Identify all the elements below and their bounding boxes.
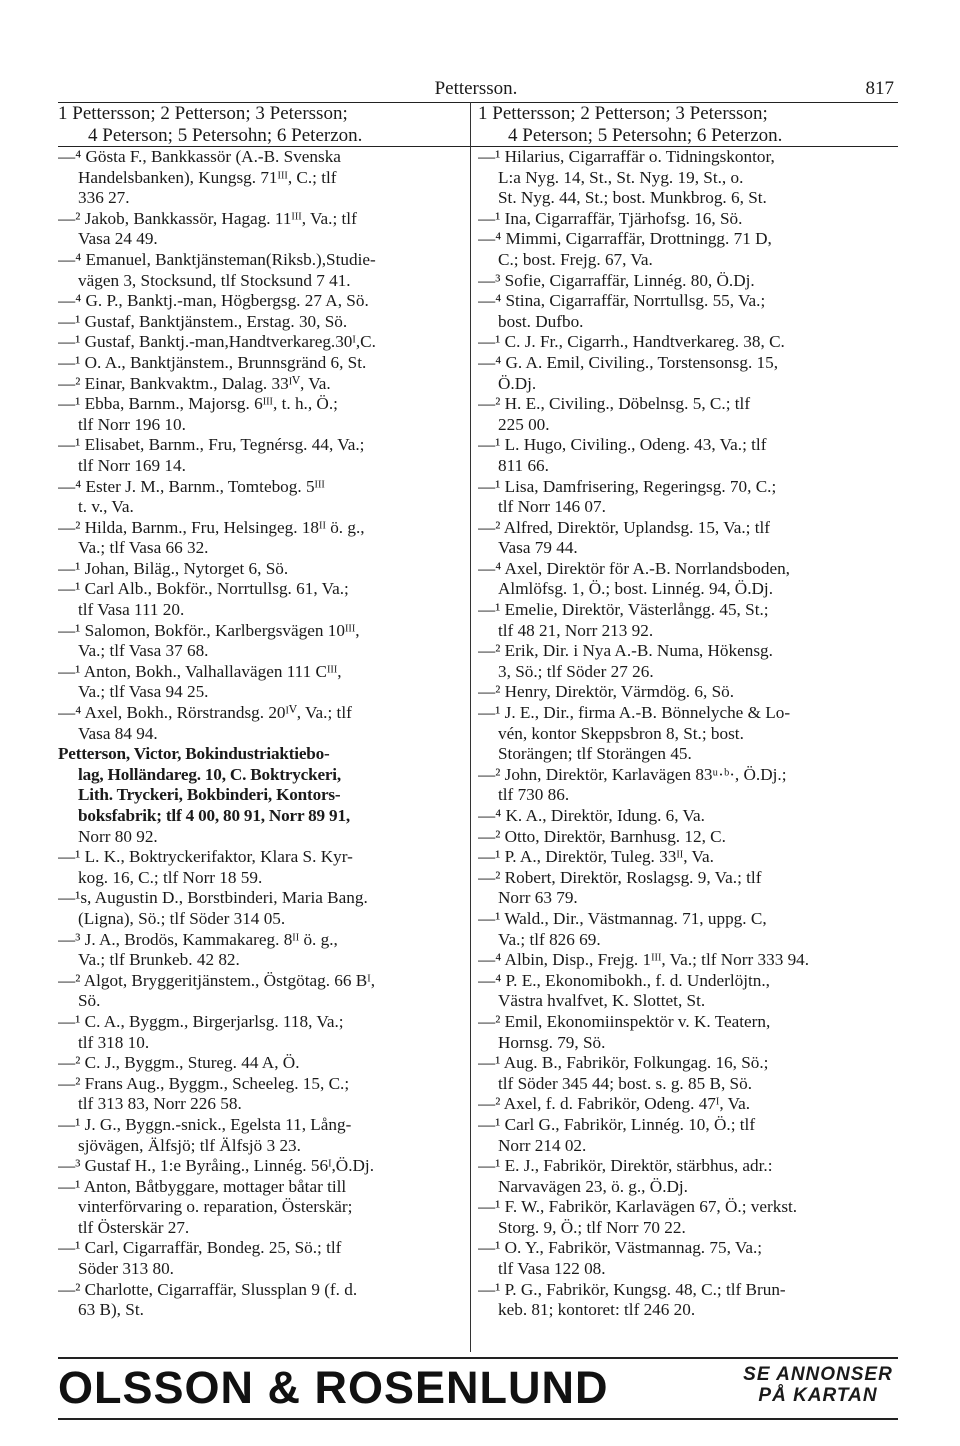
left-entry-line: tlf 313 83, Norr 226 58. [78, 1094, 242, 1114]
left-entry-line: —⁴ Emanuel, Banktjänsteman(Riksb.),Studie- [58, 249, 376, 269]
right-entry-line: C.; bost. Frejg. 67, Va. [498, 249, 653, 269]
left-entry-line: t. v., Va. [78, 497, 134, 517]
left-entry-line: —¹ Anton, Bokh., Valhallavägen 111 Cᴵᴵᴵ, [58, 661, 342, 681]
left-entry-line: Petterson, Victor, Bokindustriaktiebo- [58, 744, 330, 764]
right-entry-line: —² Erik, Dir. i Nya A.-B. Numa, Hökensg. [478, 641, 773, 661]
left-entry-line: —¹ L. K., Boktryckerifaktor, Klara S. Kyr- [58, 847, 353, 867]
left-entry-line: —¹ C. A., Byggm., Birgerjarlsg. 118, Va.; [58, 1011, 344, 1031]
left-entry-line: boksfabrik; tlf 4 00, 80 91, Norr 89 91, [78, 806, 350, 825]
right-entry-line: —¹ F. W., Fabrikör, Karlavägen 67, Ö.; verkst. [478, 1197, 798, 1217]
left-entry-line: —¹ Gustaf, Banktjänstem., Erstag. 30, Sö. [58, 311, 348, 331]
left-entry-line: Va.; tlf Brunkeb. 42 82. [78, 950, 240, 970]
right-entry-line: —¹ C. J. Fr., Cigarrh., Handtverkareg. 38, C. [478, 332, 785, 352]
advert-tagline-line-2: PÅ KARTAN [758, 1385, 878, 1406]
right-entry-line: —⁴ Mimmi, Cigarraffär, Drottningg. 71 D, [478, 229, 772, 249]
left-entry-line: Vasa 24 49. [78, 229, 158, 249]
left-entry-line: —² Algot, Bryggeritjänstem., Östgötag. 66 Bᴵ, [58, 970, 375, 990]
left-entry-line: Va.; tlf Vasa 37 68. [78, 641, 209, 661]
left-entry-line: Va.; tlf Vasa 66 32. [78, 538, 209, 558]
right-entry-line: —¹ J. E., Dir., firma A.-B. Bönnelyche & Lo- [478, 703, 791, 723]
left-entry-line: sjövägen, Älfsjö; tlf Älfsjö 3 23. [78, 1135, 301, 1155]
right-entry-line: tlf Vasa 122 08. [498, 1259, 606, 1279]
right-entry-line: Norr 214 02. [498, 1135, 587, 1155]
left-entry-line: —² Hilda, Barnm., Fru, Helsingeg. 18ᴵᴵ ö. g., [58, 517, 365, 537]
right-entry-line: —⁴ Albin, Disp., Frejg. 1ᴵᴵᴵ, Va.; tlf Norr 333 94. [478, 950, 810, 970]
left-column-header [58, 103, 463, 147]
right-entry-line: —² Robert, Direktör, Roslagsg. 9, Va.; tlf [478, 867, 762, 887]
right-entry-line: Västra hvalfvet, K. Slottet, St. [498, 991, 706, 1011]
left-entry-line: —² Jakob, Bankkassör, Hagag. 11ᴵᴵᴵ, Va.; tlf [58, 208, 357, 228]
right-entry-line: Storängen; tlf Storängen 45. [498, 744, 692, 764]
left-entry-line: tlf 318 10. [78, 1032, 150, 1052]
right-column [478, 147, 896, 1321]
left-header-line-1: 1 Pettersson; 2 Petterson; 3 Petersson; [58, 103, 348, 124]
left-entry-line: Va.; tlf Vasa 94 25. [78, 682, 209, 702]
left-entry-line: kog. 16, C.; tlf Norr 18 59. [78, 867, 263, 887]
right-entry-line: Norr 63 79. [498, 888, 578, 908]
right-entry-line: Va.; tlf 826 69. [498, 929, 601, 949]
right-entry-line: —⁴ G. A. Emil, Civiling., Torstensonsg. 15, [478, 352, 779, 372]
right-entry-line: vén, kontor Skeppsbron 8, St.; bost. [498, 723, 744, 743]
right-entry-line: —¹ L. Hugo, Civiling., Odeng. 43, Va.; tlf [478, 435, 767, 455]
right-entry-line: L:a Nyg. 14, St., St. Nyg. 19, St., o. [498, 167, 744, 187]
left-entry-line: —¹ Elisabet, Barnm., Fru, Tegnérsg. 44, Va.; [58, 435, 365, 455]
right-entry-line: —¹ Lisa, Damfrisering, Regeringsg. 70, C.; [478, 476, 777, 496]
right-entry-line: tlf Norr 146 07. [498, 497, 606, 517]
right-entry-line: —² Henry, Direktör, Värmdög. 6, Sö. [478, 682, 735, 702]
right-entry-line: —¹ O. Y., Fabrikör, Västmannag. 75, Va.; [478, 1238, 763, 1258]
right-entry-line: —³ Sofie, Cigarraffär, Linnég. 80, Ö.Dj. [478, 270, 755, 290]
right-entry-line: —¹ Wald., Dir., Västmannag. 71, uppg. C, [478, 908, 767, 928]
left-entry-line: Söder 313 80. [78, 1259, 174, 1279]
right-entry-line: Ö.Dj. [498, 373, 537, 393]
left-entry-line: tlf Norr 169 14. [78, 455, 186, 475]
right-entry-line: Almlöfsg. 1, Ö.; bost. Linnég. 94, Ö.Dj. [498, 579, 773, 599]
right-entry-line: —¹ Carl G., Fabrikör, Linnég. 10, Ö.; tlf [478, 1114, 756, 1134]
left-entry-line: 63 B), St. [78, 1300, 144, 1320]
column-divider [470, 102, 471, 1352]
right-entry-line: tlf 730 86. [498, 785, 570, 805]
right-entry-line: —⁴ P. E., Ekonomibokh., f. d. Underlöjtn., [478, 970, 770, 990]
right-entry-line: tlf 48 21, Norr 213 92. [498, 620, 654, 640]
left-entry-line: —¹ Carl, Cigarraffär, Bondeg. 25, Sö.; tlf [58, 1238, 342, 1258]
left-entry-line: vinterförvaring o. reparation, Österskär; [78, 1197, 353, 1217]
left-entry-line: —⁴ Ester J. M., Barnm., Tomtebog. 5ᴵᴵᴵ [58, 476, 325, 496]
left-entry-line: —² C. J., Byggm., Stureg. 44 A, Ö. [58, 1053, 300, 1073]
right-entry-line: —¹ Emelie, Direktör, Västerlångg. 45, St.; [478, 600, 769, 620]
right-header-line-2: 4 Peterson; 5 Petersohn; 6 Peterzon. [508, 125, 783, 146]
left-header-line-2: 4 Peterson; 5 Petersohn; 6 Peterzon. [88, 125, 363, 146]
left-entry-line: lag, Holländareg. 10, C. Boktryckeri, [78, 764, 341, 784]
running-head [58, 78, 894, 100]
advertisement [58, 1362, 898, 1414]
left-entry-line: —⁴ G. P., Banktj.-man, Högbergsg. 27 A, Sö. [58, 291, 369, 311]
right-entry-line: —² Otto, Direktör, Barnhusg. 12, C. [478, 826, 726, 846]
left-entry-line: —¹ Ebba, Barnm., Majorsg. 6ᴵᴵᴵ, t. h., Ö.; [58, 394, 338, 414]
left-entry-line: Norr 80 92. [78, 826, 158, 846]
right-entry-line: —¹ P. G., Fabrikör, Kungsg. 48, C.; tlf Brun- [478, 1279, 786, 1299]
right-entry-line: —¹ Aug. B., Fabrikör, Folkungag. 16, Sö.; [478, 1053, 769, 1073]
right-entry-line: 811 66. [498, 455, 549, 475]
left-entry-line: tlf Norr 196 10. [78, 414, 186, 434]
right-column-header [478, 103, 896, 147]
page-title: Pettersson. [434, 78, 518, 99]
left-entry-line: —⁴ Gösta F., Bankkassör (A.-B. Svenska [58, 147, 341, 166]
right-entry-line: Storg. 9, Ö.; tlf Norr 70 22. [498, 1217, 686, 1237]
left-entry-line: —¹ J. G., Byggn.-snick., Egelsta 11, Lång- [58, 1114, 352, 1134]
right-entry-line: Vasa 79 44. [498, 538, 578, 558]
left-entry-line: tlf Vasa 111 20. [78, 600, 185, 620]
right-entry-line: Narvavägen 23, ö. g., Ö.Dj. [498, 1176, 688, 1196]
right-entry-line: —² Emil, Ekonomiinspektör v. K. Teatern, [478, 1011, 771, 1031]
left-entry-line: —⁴ Axel, Bokh., Rörstrandsg. 20ᴵⱽ, Va.; tlf [58, 703, 352, 723]
left-entry-line: —¹ Anton, Båtbyggare, mottager båtar till [58, 1176, 347, 1196]
left-entry-line: —¹ Johan, Biläg., Nytorget 6, Sö. [58, 558, 289, 578]
right-entry-line: —² Axel, f. d. Fabrikör, Odeng. 47ᴵ, Va. [478, 1094, 751, 1114]
advert-top-rule [58, 1357, 898, 1359]
right-entry-line: —⁴ Stina, Cigarraffär, Norrtullsg. 55, Va.; [478, 291, 766, 311]
left-column [58, 147, 463, 1321]
advert-name: OLSSON & ROSENLUND [58, 1362, 609, 1413]
advert-tagline-line-1: SE ANNONSER [743, 1364, 893, 1385]
right-entry-line: —¹ Ina, Cigarraffär, Tjärhofsg. 16, Sö. [478, 208, 743, 228]
right-entry-line: —⁴ K. A., Direktör, Idung. 6, Va. [478, 806, 705, 825]
right-entry-line: —² Alfred, Direktör, Uplandsg. 15, Va.; tlf [478, 517, 770, 537]
left-entry-line: —¹ Carl Alb., Bokför., Norrtullsg. 61, Va.; [58, 579, 349, 599]
right-entry-line: —² John, Direktör, Karlavägen 83ᵘ·ᵇ·, Ö.Dj.; [478, 764, 787, 784]
left-entry-line: Lith. Tryckeri, Bokbinderi, Kontors- [78, 785, 341, 805]
right-entry-line: —¹ P. A., Direktör, Tuleg. 33ᴵᴵ, Va. [478, 847, 714, 867]
left-entry-line: —¹ Gustaf, Banktj.-man,Handtverkareg.30ᴵ,C. [58, 332, 376, 352]
right-entry-line: —⁴ Axel, Direktör för A.-B. Norrlandsboden, [478, 558, 790, 578]
left-entry-line: Vasa 84 94. [78, 723, 158, 743]
left-entry-line: —³ J. A., Brodös, Kammakareg. 8ᴵᴵ ö. g., [58, 929, 338, 949]
left-entry-line: —² Charlotte, Cigarraffär, Slussplan 9 (f. d. [58, 1279, 358, 1299]
right-entry-line: 3, Sö.; tlf Söder 27 26. [498, 661, 654, 681]
left-entry-line: vägen 3, Stocksund, tlf Stocksund 7 41. [78, 270, 351, 290]
right-entry-line: 225 00. [498, 414, 550, 434]
right-entry-line: —² H. E., Civiling., Döbelnsg. 5, C.; tlf [478, 394, 751, 414]
right-entry-line: bost. Dufbo. [498, 311, 584, 331]
right-entry-line: —¹ E. J., Fabrikör, Direktör, stärbhus, adr.: [478, 1156, 773, 1176]
right-entry-line: tlf Söder 345 44; bost. s. g. 85 B, Sö. [498, 1073, 753, 1093]
right-entry-line: St. Nyg. 44, St.; bost. Munkbrog. 6, St. [498, 188, 767, 208]
left-entry-line: Sö. [78, 991, 101, 1011]
left-entry-line: 336 27. [78, 188, 130, 208]
left-entry-line: —² Einar, Bankvaktm., Dalag. 33ᴵⱽ, Va. [58, 373, 331, 393]
left-entry-line: Handelsbanken), Kungsg. 71ᴵᴵᴵ, C.; tlf [78, 167, 337, 187]
left-entry-line: —³ Gustaf H., 1:e Byråing., Linnég. 56ᴵ,Ö.Dj. [58, 1156, 375, 1176]
right-entry-line: keb. 81; kontoret: tlf 246 20. [498, 1300, 696, 1320]
left-entry-line: —¹ O. A., Banktjänstem., Brunnsgränd 6, St. [58, 352, 367, 372]
left-entry-line: —¹ Salomon, Bokför., Karlbergsvägen 10ᴵᴵᴵ, [58, 620, 360, 640]
advert-tagline [738, 1364, 898, 1406]
right-header-line-1: 1 Pettersson; 2 Petterson; 3 Petersson; [478, 103, 768, 124]
right-entry-line: —¹ Hilarius, Cigarraffär o. Tidningskontor, [478, 147, 775, 166]
left-entry-line: (Ligna), Sö.; tlf Söder 314 05. [78, 908, 286, 928]
page-number: 817 [865, 78, 894, 99]
right-entry-line: Hornsg. 79, Sö. [498, 1032, 606, 1052]
left-entry-line: —¹s, Augustin D., Borstbinderi, Maria Bang. [58, 888, 368, 908]
left-entry-line: —² Frans Aug., Byggm., Scheeleg. 15, C.; [58, 1073, 350, 1093]
left-entry-line: tlf Österskär 27. [78, 1217, 190, 1237]
advert-bottom-rule [58, 1418, 898, 1420]
